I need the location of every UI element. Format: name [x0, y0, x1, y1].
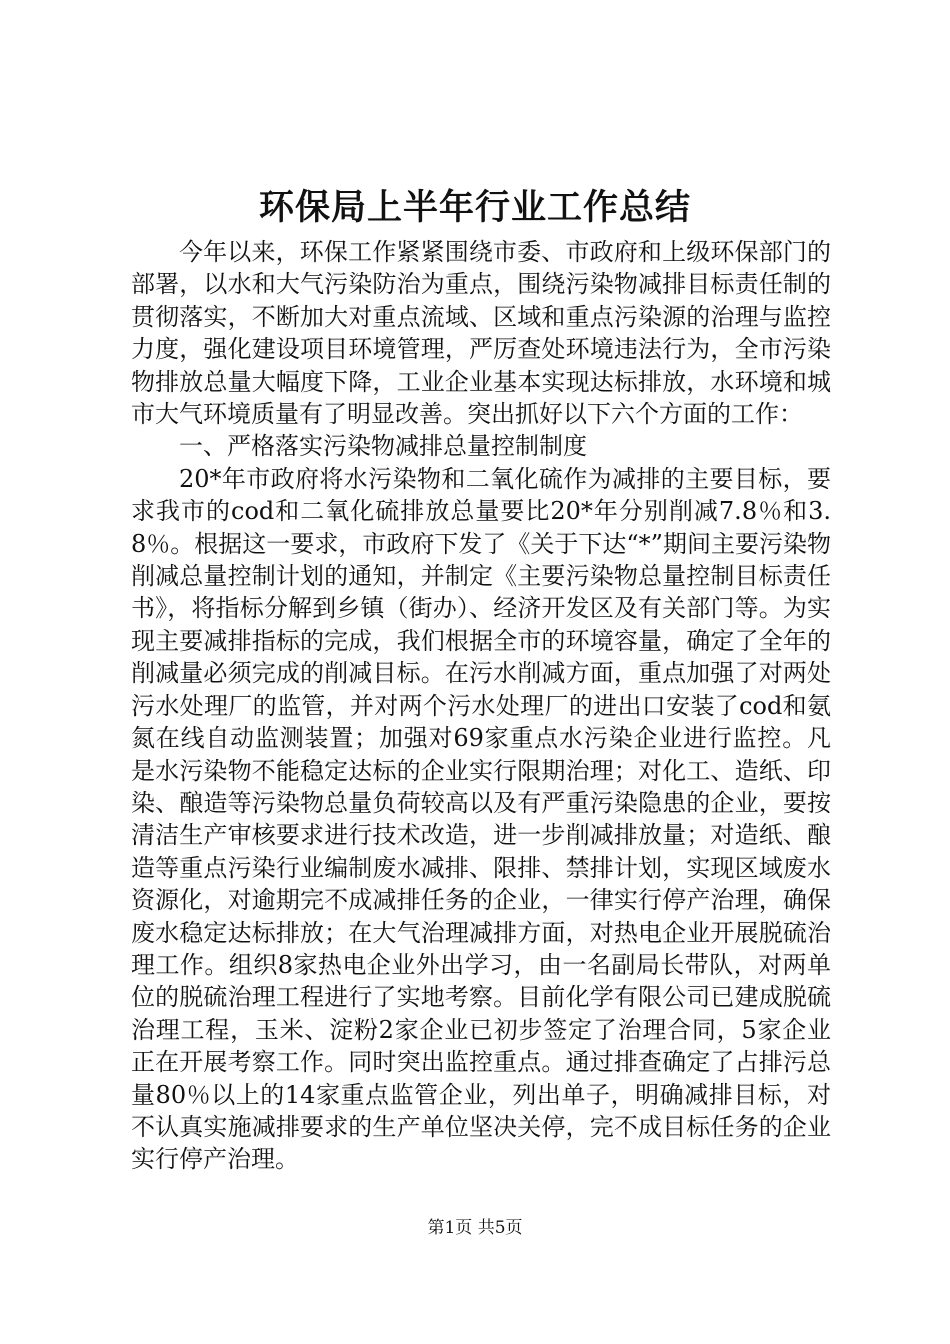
document-title: 环保局上半年行业工作总结: [258, 187, 691, 228]
body-paragraph: 20*年市政府将水污染物和二氧化硫作为减排的主要目标，要求我市的cod和二氧化硫排放总量要比20*年分别削减7.8％和3.8％。根据这一要求，市政府下发了《关于下达“*”期间主要污染物削减总量控制计划的通知，并制定《主要污染物总量控制目标责任书》，将指标分解到乡镇（街办）、经济开发区及有关部门等。为实现主要减排指标的完成，我们根据全市的环境容量，确定了全年的削减量必须完成的削减目标。在污水削减方面，重点加强了对两处污水处理厂的监管，并对两个污水处理厂的进出口安装了cod和氨氮在线自动监测装置；加强对69家重点水污染企业进行监控。凡是水污染物不能稳定达标的企业实行限期治理；对化工、造纸、印染、酿造等污染物总量负荷较高以及有严重污染隐患的企业，要按清洁生产审核要求进行技术改造，进一步削减排放量；对造纸、酿造等重点污染行业编制废水减排、限排、禁排计划，实现区域废水资源化，对逾期完不成减排任务的企业，一律实行停产治理，确保废水稳定达标排放；在大气治理减排方面，对热电企业开展脱硫治理工作。组织8家热电企业外出学习，由一名副局长带队，对两单位的脱硫治理工程进行了实地考察。目前化学有限公司已建成脱硫治理工程，玉米、淀粉2家企业已初步签定了治理合同，5家企业正在开展考察工作。同时突出监控重点。通过排查确定了占排污总量80％以上的14家重点监管企业，列出单子，明确减排目标，对不认真实施减排要求的生产单位坚决关停，完不成目标任务的企业实行停产治理。: [131, 464, 831, 1174]
intro-paragraph: 今年以来，环保工作紧紧围绕市委、市政府和上级环保部门的部署，以水和大气污染防治为重点，围绕污染物减排目标责任制的贯彻落实，不断加大对重点流域、区域和重点污染源的治理与监控力度，强化建设项目环境管理，严厉查处环境违法行为，全市污染物排放总量大幅度下降，工业企业基本实现达标排放，水环境和城市大气环境质量有了明显改善。突出抓好以下六个方面的工作：: [131, 238, 831, 429]
page-footer: 第1页 共5页: [427, 1218, 523, 1238]
section-heading: 一、严格落实污染物减排总量控制制度: [179, 432, 587, 461]
document-body: [131, 236, 831, 1176]
